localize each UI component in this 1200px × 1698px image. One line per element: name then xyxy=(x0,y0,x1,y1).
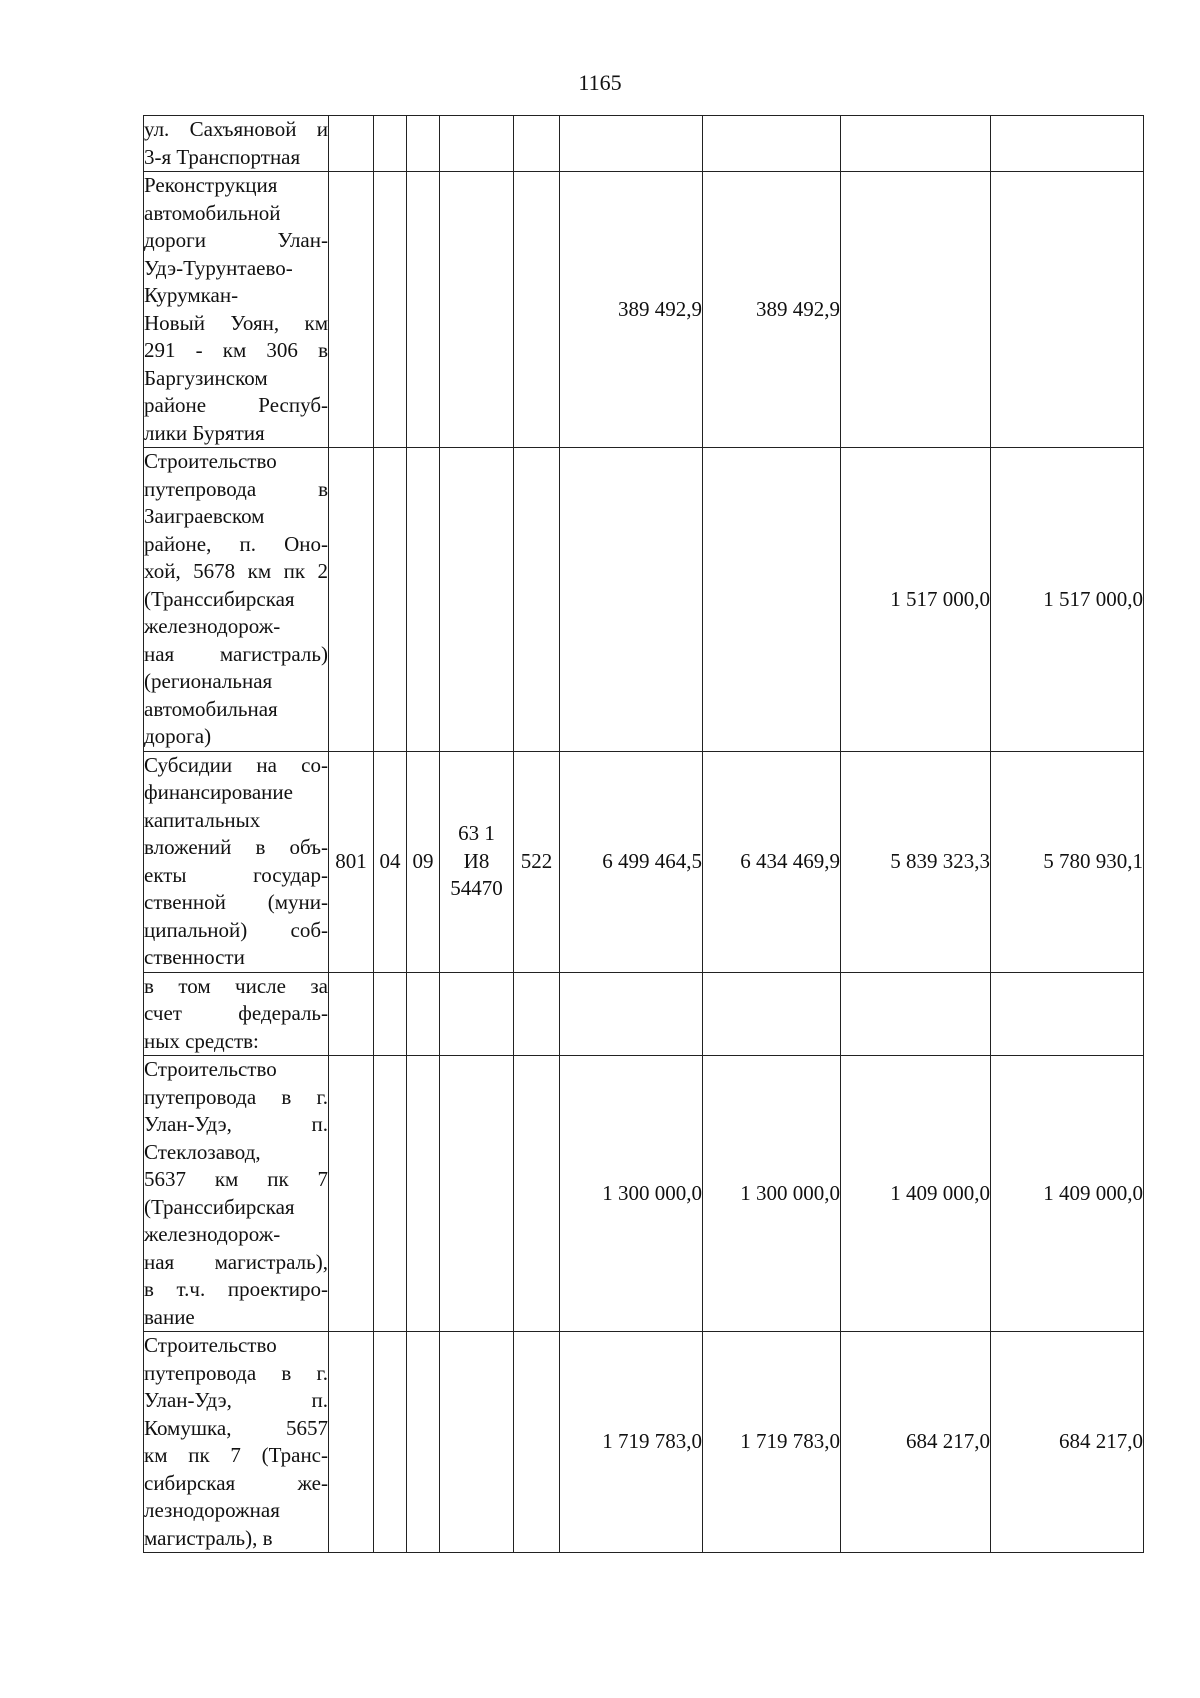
row-name-line: железнодорож- xyxy=(144,1222,281,1246)
row-name-line: Реконструкция xyxy=(144,173,278,197)
table-row xyxy=(144,1056,1144,1332)
subsection-code-cell xyxy=(407,1056,440,1332)
ministry-code-cell xyxy=(329,972,374,1056)
row-name-line: хой, 5678 км пк 2 xyxy=(144,559,328,583)
target-article-line: 54470 xyxy=(450,876,503,901)
amount-cell-4 xyxy=(991,116,1144,172)
amount-cell-1 xyxy=(560,448,703,752)
ministry-code-cell xyxy=(329,1056,374,1332)
amount-cell-2 xyxy=(703,116,841,172)
row-name-line: капитальных xyxy=(144,807,261,832)
amount-cell-3 xyxy=(841,972,991,1056)
amount-cell-3: 1 517 000,0 xyxy=(841,448,991,752)
table-row xyxy=(144,751,1144,972)
target-article-line: 63 1 xyxy=(458,821,495,846)
section-code-cell xyxy=(374,1056,407,1332)
row-name-line: Заиграевском xyxy=(144,504,265,528)
amount-cell-4: 5 780 930,1 xyxy=(991,751,1144,972)
target-article-line: И8 xyxy=(463,848,490,873)
target-article-cell xyxy=(440,751,514,972)
row-name-line: ная магистраль), xyxy=(144,1249,328,1274)
amount-cell-1: 389 492,9 xyxy=(560,172,703,448)
amount-cell-3: 1 409 000,0 xyxy=(841,1056,991,1332)
expense-type-cell xyxy=(514,116,560,172)
row-name-line: районе Респуб- xyxy=(144,393,328,417)
expense-type-cell xyxy=(514,448,560,752)
amount-cell-1 xyxy=(560,972,703,1056)
amount-cell-4: 1 517 000,0 xyxy=(991,448,1144,752)
row-name-line: путепровода в г. xyxy=(144,1360,328,1385)
row-name-line: 3-я Транспортная xyxy=(144,144,301,169)
row-name-line: Стеклозавод, xyxy=(144,1139,261,1164)
amount-cell-1: 1 300 000,0 xyxy=(560,1056,703,1332)
amount-cell-4: 1 409 000,0 xyxy=(991,1056,1144,1332)
target-article-cell xyxy=(440,116,514,172)
row-name-line: счет федераль- xyxy=(144,1001,328,1025)
row-name-line: Улан-Удэ, п. xyxy=(144,1388,328,1412)
row-name-cell xyxy=(144,116,329,172)
row-name-line: районе, п. Оно- xyxy=(144,531,328,556)
row-name-line: ная магистраль) xyxy=(144,641,328,666)
row-name-line: Курумкан- xyxy=(144,283,239,307)
ministry-code-cell xyxy=(329,448,374,752)
amount-cell-3 xyxy=(841,172,991,448)
ministry-code-cell: 801 xyxy=(329,751,374,972)
row-name-line: лики Бурятия xyxy=(144,420,265,445)
target-article-cell xyxy=(440,1056,514,1332)
row-name-cell xyxy=(144,1332,329,1553)
row-name-line: екты государ- xyxy=(144,862,328,887)
amount-cell-2: 389 492,9 xyxy=(703,172,841,448)
row-name-cell xyxy=(144,972,329,1056)
table-row xyxy=(144,448,1144,752)
row-name-line: Улан-Удэ, п. xyxy=(144,1112,328,1136)
expense-type-cell: 522 xyxy=(514,751,560,972)
expense-type-cell xyxy=(514,1056,560,1332)
row-name-line: Субсидии на со- xyxy=(144,752,328,777)
row-name-line: железнодорож- xyxy=(144,614,281,638)
row-name-line: путепровода в xyxy=(144,476,328,501)
row-name-cell xyxy=(144,751,329,972)
row-name-line: ственности xyxy=(144,945,245,969)
row-name-line: лезнодорожная xyxy=(144,1498,280,1522)
row-name-line: Строительство xyxy=(144,1333,277,1357)
row-name-line: Комушка, 5657 xyxy=(144,1415,328,1440)
subsection-code-cell: 09 xyxy=(407,751,440,972)
row-name-line: Новый Уоян, км xyxy=(144,310,328,335)
row-name-line: км пк 7 (Транс- xyxy=(144,1443,328,1467)
target-article-cell xyxy=(440,172,514,448)
section-code-cell: 04 xyxy=(374,751,407,972)
expense-type-cell xyxy=(514,172,560,448)
amount-cell-2 xyxy=(703,972,841,1056)
section-code-cell xyxy=(374,448,407,752)
page-number: 1165 xyxy=(578,70,622,95)
row-name-cell xyxy=(144,448,329,752)
subsection-code-cell xyxy=(407,1332,440,1553)
row-name-line: в том числе за xyxy=(144,973,328,998)
target-article-cell xyxy=(440,972,514,1056)
amount-cell-2: 6 434 469,9 xyxy=(703,751,841,972)
amount-cell-3 xyxy=(841,116,991,172)
ministry-code-cell xyxy=(329,172,374,448)
table-row xyxy=(144,972,1144,1056)
row-name-cell xyxy=(144,172,329,448)
row-name-line: ципальной) соб- xyxy=(144,917,328,942)
target-article-cell xyxy=(440,448,514,752)
target-article-cell xyxy=(440,1332,514,1553)
row-name-line: путепровода в г. xyxy=(144,1084,328,1109)
row-name-line: сибирская же- xyxy=(144,1470,328,1495)
table-row xyxy=(144,116,1144,172)
amount-cell-1: 1 719 783,0 xyxy=(560,1332,703,1553)
row-name-line: Баргузинском xyxy=(144,365,268,390)
section-code-cell xyxy=(374,1332,407,1553)
row-name-line: ных средств: xyxy=(144,1028,259,1053)
section-code-cell xyxy=(374,116,407,172)
row-name-cell xyxy=(144,1056,329,1332)
row-name-line: (Транссибирская xyxy=(144,1194,295,1219)
row-name-line: автомобильной xyxy=(144,200,281,225)
subsection-code-cell xyxy=(407,172,440,448)
amount-cell-4: 684 217,0 xyxy=(991,1332,1144,1553)
row-name-line: финансирование xyxy=(144,780,293,804)
row-name-line: 291 - км 306 в xyxy=(144,338,328,362)
budget-table xyxy=(143,115,1144,1553)
amount-cell-4 xyxy=(991,972,1144,1056)
expense-type-cell xyxy=(514,1332,560,1553)
row-name-line: вание xyxy=(144,1304,195,1329)
row-name-line: вложений в объ- xyxy=(144,835,328,859)
amount-cell-2: 1 300 000,0 xyxy=(703,1056,841,1332)
row-name-line: (региональная xyxy=(144,669,273,693)
row-name-line: Удэ-Турунтаево- xyxy=(144,255,293,280)
row-name-line: 5637 км пк 7 xyxy=(144,1167,328,1191)
row-name-line: автомобильная xyxy=(144,696,278,721)
amount-cell-4 xyxy=(991,172,1144,448)
ministry-code-cell xyxy=(329,116,374,172)
amount-cell-3: 684 217,0 xyxy=(841,1332,991,1553)
table-row xyxy=(144,1332,1144,1553)
row-name-line: дорога) xyxy=(144,724,212,748)
subsection-code-cell xyxy=(407,116,440,172)
expense-type-cell xyxy=(514,972,560,1056)
amount-cell-2: 1 719 783,0 xyxy=(703,1332,841,1553)
row-name-line: в т.ч. проектиро- xyxy=(144,1277,328,1301)
subsection-code-cell xyxy=(407,448,440,752)
row-name-line: ственной (муни- xyxy=(144,890,328,914)
row-name-line: Строительство xyxy=(144,449,277,473)
amount-cell-3: 5 839 323,3 xyxy=(841,751,991,972)
section-code-cell xyxy=(374,172,407,448)
row-name-line: дороги Улан- xyxy=(144,228,328,252)
amount-cell-1 xyxy=(560,116,703,172)
row-name-line: ул. Сахъяновой и xyxy=(144,117,328,141)
amount-cell-2 xyxy=(703,448,841,752)
amount-cell-1: 6 499 464,5 xyxy=(560,751,703,972)
table-row xyxy=(144,172,1144,448)
subsection-code-cell xyxy=(407,972,440,1056)
row-name-line: магистраль), в xyxy=(144,1525,273,1550)
section-code-cell xyxy=(374,972,407,1056)
row-name-line: Строительство xyxy=(144,1057,277,1081)
ministry-code-cell xyxy=(329,1332,374,1553)
row-name-line: (Транссибирская xyxy=(144,586,295,611)
